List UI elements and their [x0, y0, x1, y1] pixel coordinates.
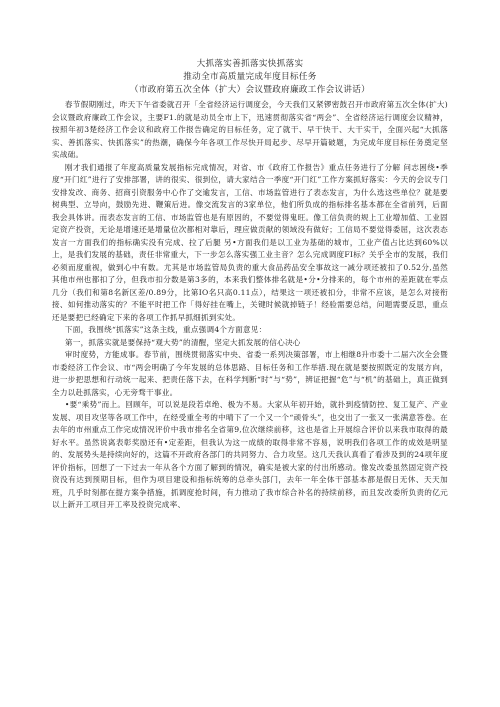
document-body [52, 99, 448, 512]
document-title: 大抓落实善抓落实快抓落实 [196, 59, 304, 69]
paragraph: 下面，我围绕“抓落实”这条主线，重点强调4个方面意见： [64, 325, 267, 334]
paragraph: •要“乘势”而上。回顾年，可以说是段若卓绝、极为不易。大家从年初开始，就扑到疫情防控、复工复产、产业发展、项目攻坚等各项工作中，在经受重全考的中晴下了一个又一个“顽骨头”，也交出了一张又一张满意答卷。在去年的市州重点工作完成情况评价中我市排名全省第9,位次继续前移，这也是省上开展综合评价以来我市取得的最好水平。虽然说离表彰奖励还有•定差距，但我认为这一成绩的取得非常不容易，说明我们各项工作的成效是明显的、发展势头是持续向好的，这篇不开政府各部门的共同努力、合力攻坚。这几天我认真看了看涉及到的24项年度评价指标，回想了一下过去一年从各个方面了解到的情况，确实是被大家的付出所感动。像发改委虽然固定资产投资没有达到预期目标，但作为项目建设和指标统筹的总牵头部门，去年一年全体干部基本都是假日无休、天天加班，几乎时刻都在提方案争措施，抓调度抢时间，有力推动了我市综合补名的持续前移，而且发改委所负责的亿元以上新开工项目开工率及投资完成率、 [52, 400, 448, 509]
paragraph: 第一，抓落实就是要保持“观大势”的清醒，坚定大抓发展的信心决心 [64, 337, 301, 347]
paragraph: 春节假期刚过，昨天下午省委就召开「全省经济运行调度会，今天我们又紧锣密鼓召开市政府第五次全体(扩大)会议暨政府廉政工作会议，主要F1.的就是动员全市上下，迅速贯彻落实省“两会”、全省经济运行调度会议精神，按照年初3楚经济工作会议和政府工作报告确定的目标任务，定了就干、早干快干、大干实干，全面兴起“大抓落实、善抓落实、快抓落实”的热潮，确保今年各项工作尽快开局起步、尽早开篇破题，为完成年度目标任务奠定坚实战础。 [52, 100, 448, 159]
paragraph: 审时度势，方能成事。春节前，围绕贯彻落实中央、省委一系列决策部署，市上相继8升市委十二届六次全会暨市委经济工作会议、市“两会明确了今年发展的总体思路、目标任务和工作举措.现在就是要按照既定的发展方向，进一步把思想和行动统一起来、把责任落下去，在科学判断“时”与“势”，辨证把握“危”与“机”的基础上，真正做到全力以赴抓落实，心无旁骛干事业。 [52, 350, 448, 397]
paragraph: 刚才我们通报了年度高质量发展指标完成情况，对省、市《政府工作报告》重点任务进行了分解 问志困绕•季度“开门红”进行了安排部署，讲的很实、很到位，请大家结合一季度“开门红”工作方案抓好落实：今天的会议专门安排发改、商务、招商引资服务中心作了交逾发言，工信、市场监管进行了表态发言，为什么选这些单位？就是要树典型、立导向，鼓励先进、鞭策后进。像交流发言的3家单位，他们所负成的指标排名基本都在全省前列，后面我会具体讲。而表态发言的工信、市场监管也是有原因的，不要觉得鬼旺。像工信负责的规上工业增加值、工业固定资产投资，无论是增速还是增量位次都相对靠后，理应做贡献的领域没有做好；工信局不要觉得委屈，这次表态发言一方面我们的指标确实没有完成、拉了后腿 另•方面我们是以工业为基础的城市，工业产值占比达到60%以上，是我们发展的基础，责任非常重大，下一步怎么落实强工业主音？怎么完成调度FI标？关乎全市的发展，我们必须而度重视，做到心中有数。尤其是市场监管局负责的重大食品药品安全事故这一减分项还被扣了0.52分,虽然其他市州也都扣了分，但我市扣分数是第3多的，本来我们整体排名就是•分•分排来的，每个市州的差距就在零点几分（我们和第8名新区差/0.89分，比第IO名只高0.11点），结果这一项还被扣分，非常不应该，是怎么对接衔接、如何推动落实的？不能平时把工作「得好挂在嘴上，关键时候就掉链子！经验需要总结，问题需要反思，重点还是要把已经确定下来的各项工作抓早抓细抓到实处。 [52, 162, 448, 322]
document-byline: （市政府第五次全体（扩大）会议暨政府廉政工作会议讲话） [129, 85, 371, 95]
document-subtitle: 推动全市高质量完成年度目标任务 [183, 72, 317, 82]
